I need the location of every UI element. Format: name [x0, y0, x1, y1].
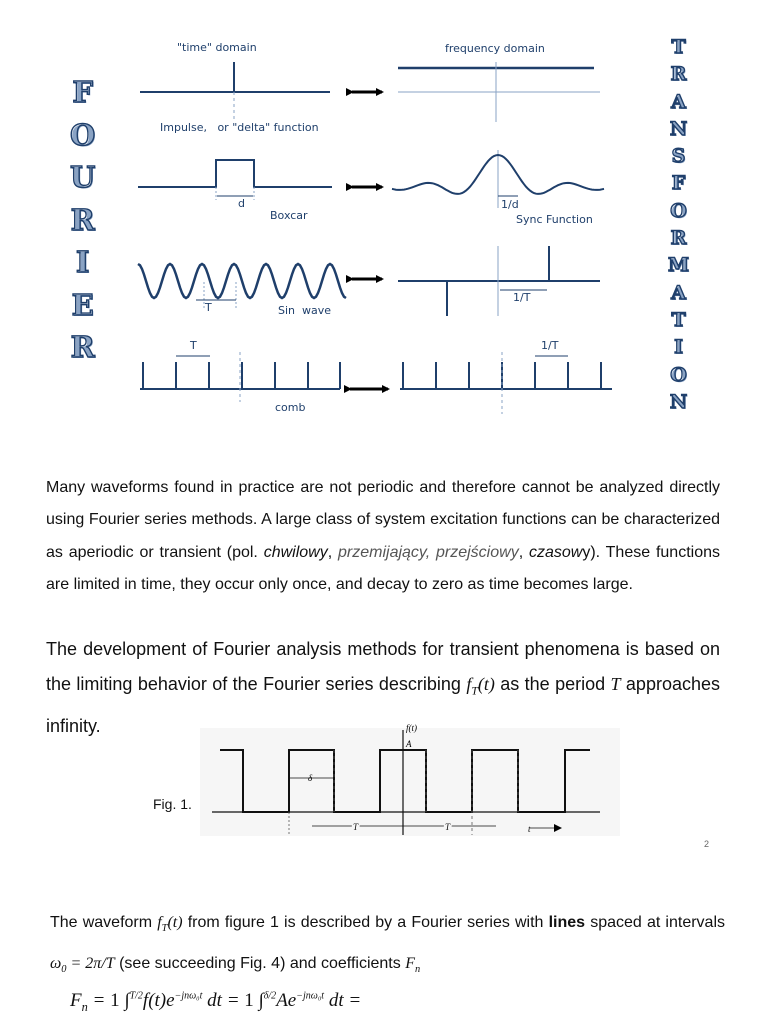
transformation-letter: M [668, 254, 690, 277]
waveform-paragraph: The waveform $f_T(t)$ from figure 1 is described by a Fourier series with lines spaced at intervals $\omega_0 = 2\pi/T$ (see succeeding Fig. 4) and coefficients $F_n$ [50, 914, 726, 975]
transformation-letter: O [670, 363, 687, 386]
transformation-letter: T [671, 36, 686, 58]
fourier-letter: I [75, 245, 90, 279]
figure1-ylabel: f(t) [406, 723, 417, 733]
transformation-letter: R [670, 227, 687, 250]
sync-freq-plot [392, 150, 604, 208]
comb-period-label: T [190, 339, 197, 352]
figure1-period-left: T [353, 822, 359, 832]
transformation-letter: I [674, 336, 683, 359]
transformation-letter: A [671, 90, 686, 113]
impulse-time-plot [140, 62, 330, 122]
figure1-period-right: T [445, 822, 451, 832]
transformation-letter: S [671, 145, 686, 168]
boxcar-width-label: d [238, 197, 245, 210]
fourier-letter: U [70, 160, 96, 194]
sin-wave-label: Sin wave [278, 304, 332, 317]
page-number: 2 [704, 839, 710, 849]
transformation-letter: F [671, 172, 686, 195]
comb-freq-label: 1/T [541, 339, 559, 352]
comb-freq-plot [400, 352, 612, 414]
figure1-amplitude: A [406, 739, 412, 749]
fourier-vertical-title [70, 75, 96, 376]
transformation-letter: N [669, 117, 688, 140]
sin-period-label: T [205, 301, 212, 314]
transformation-letter: O [670, 199, 687, 222]
development-paragraph: The development of Fourier analysis methods for transient phenomena is based on the limiting behavior of the Fourier series describing $f_T(t)$ as the period T approaches infinity. [46, 639, 720, 736]
time-domain-label: "time" domain [177, 41, 257, 54]
impulse-label: Impulse, or "delta" function [160, 121, 319, 134]
transformation-letter: T [671, 308, 686, 331]
transformation-letter: A [671, 281, 686, 304]
fourier-letter: R [70, 202, 95, 237]
sync-spacing-label: 1/d [501, 198, 519, 211]
transformation-vertical-title [668, 38, 689, 420]
fourier-letter: O [70, 117, 96, 152]
comb-time-plot [140, 352, 340, 402]
transformation-letter: R [670, 63, 687, 86]
boxcar-label: Boxcar [270, 209, 308, 222]
figure1-time-axis: t [528, 824, 531, 834]
transformation-letter: N [669, 390, 688, 413]
intro-paragraph: Many waveforms found in practice are not periodic and therefore cannot be analyzed directly using Fourier series methods. A large class of system excitation functions can be characterized as aperiodic or transient (pol. chwilowy, przemijający, przejściowy, czasowy). These functions are limited in time, they occur only once, and decay to zero as time becomes large. [46, 479, 720, 593]
frequency-domain-label: frequency domain [445, 42, 545, 55]
figure1-pulse-width: δ [308, 773, 313, 783]
figure1-caption: Fig. 1. [153, 796, 192, 812]
sin-freq-plot [398, 246, 600, 316]
boxcar-time-plot [138, 160, 332, 200]
sin-freq-label: 1/T [513, 291, 531, 304]
fourier-letter: R [70, 330, 95, 364]
comb-label: comb [275, 401, 306, 414]
constant-freq-plot [398, 62, 600, 122]
fourier-letter: F [72, 75, 93, 109]
sync-function-label: Sync Function [516, 213, 593, 226]
fourier-letter: E [71, 287, 94, 322]
coefficient-formula: $F_n = 1$ $\int^{T/2}f(t)e^{-jn\omega_0t}$ dt = 1 $\int^{\delta/2}Ae^{-jn\omega_0t}$ dt = [70, 990, 362, 1014]
